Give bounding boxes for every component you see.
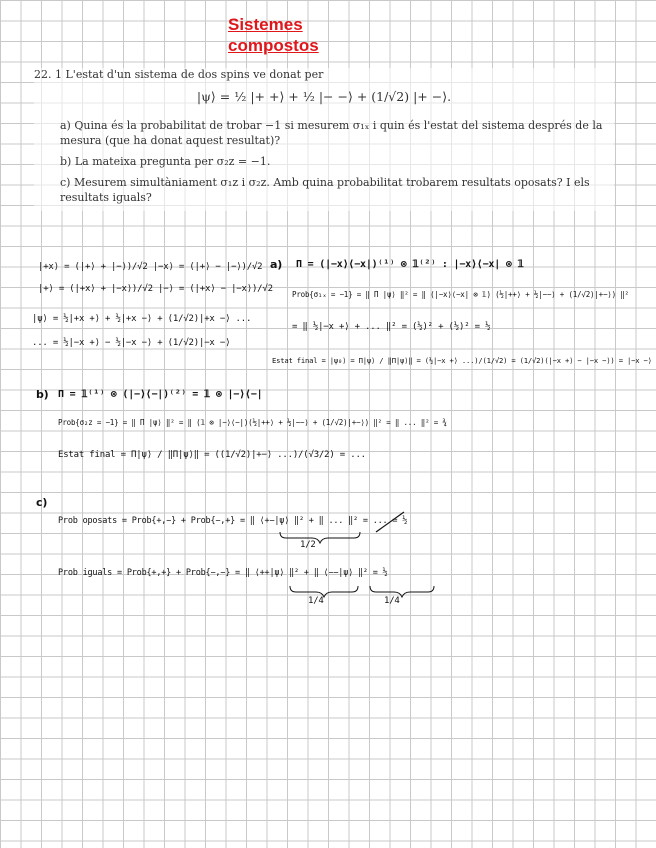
problem-intro: 22. 1 L'estat d'un sistema de dos spins ve donat per	[34, 68, 324, 81]
part-c-label: c)	[36, 496, 48, 509]
part-a-label: a)	[270, 258, 283, 271]
part-c-opposite: Prob oposats = Prob{+,−} + Prob{−,+} = ‖ ⟨+−|ψ⟩ ‖² + ‖ ... ‖² = ... = ½	[58, 516, 408, 526]
part-a-final-state: Estat final = |ψ₀⟩ = Π|ψ⟩ / ‖Π|ψ⟩‖ = (½|−x +⟩ ...)/(1/√2) = (1/√2)(|−x +⟩ − |−x −⟩) = |−x −⟩	[272, 356, 652, 365]
underbrace-c-equal-1	[290, 586, 358, 597]
note-psi-x-1: |ψ⟩ = ½|+x +⟩ + ½|+x −⟩ + (1/√2)|+x −⟩ ...	[32, 314, 252, 324]
part-b-projector: Π = 𝟙⁽¹⁾ ⊗ (|−⟩⟨−|)⁽²⁾ = 𝟙 ⊗ |−⟩⟨−|	[58, 389, 263, 400]
part-c-opposite-underbrace-label: 1/2	[300, 540, 316, 550]
note-basis-2: |+⟩ = (|+x⟩ + |−x⟩)/√2 |−⟩ = (|+x⟩ − |−x⟩)/√2	[38, 284, 273, 294]
part-b-prob: Prob{σ₂z = −1} = ‖ Π |ψ⟩ ‖² = ‖ (𝟙 ⊗ |−⟩⟨−|)(½|++⟩ + ½|−−⟩ + (1/√2)|+−⟩) ‖² = ‖ ... ‖² = ¾	[58, 418, 447, 427]
note-basis-1: |+x⟩ = (|+⟩ + |−⟩)/√2 |−x⟩ = (|+⟩ − |−⟩)/√2	[38, 262, 263, 272]
underbrace-c-opposite	[280, 532, 360, 543]
state-equation: |ψ⟩ = ½ |+ +⟩ + ½ |− −⟩ + (1/√2) |+ −⟩.	[196, 89, 452, 104]
problem-part-b: b) La mateixa pregunta per σ₂z = −1.	[60, 155, 271, 168]
part-b-label: b)	[36, 388, 49, 401]
problem-part-c: c) Mesurem simultàniament σ₁z i σ₂z. Amb quina probabilitat trobarem resultats oposats? I els resultats iguals?	[60, 176, 590, 204]
part-a-prob: Prob{σ₁ₓ = −1} = ‖ Π |ψ⟩ ‖² = ‖ (|−x⟩⟨−x| ⊗ 𝟙) (½|++⟩ + ½|−−⟩ + (1/√2)|+−⟩) ‖²	[292, 290, 629, 299]
part-b-final-state: Estat final = Π|ψ⟩ / ‖Π|ψ⟩‖ = ((1/√2)|+−⟩ ...)/(√3/2) = ...	[58, 450, 366, 460]
part-c-equal-underbrace-label-2: 1/4	[384, 596, 400, 606]
note-psi-x-2: ... = ½|−x +⟩ − ½|−x −⟩ + (1/√2)|−x −⟩	[32, 338, 231, 348]
part-c-equal: Prob iguals = Prob{+,+} + Prob{−,−} = ‖ ⟨++|ψ⟩ ‖² + ‖ ⟨−−|ψ⟩ ‖² = ½	[58, 568, 388, 578]
part-a-prob-result: = ‖ ½|−x +⟩ + ... ‖² = (½)² + (½)² = ½	[292, 322, 491, 332]
strike-through-c	[376, 512, 404, 532]
underbrace-c-equal-2	[370, 586, 434, 597]
part-a-projector: Π = (|−x⟩⟨−x|)⁽¹⁾ ⊗ 𝟙⁽²⁾ : |−x⟩⟨−x| ⊗ 𝟙	[296, 259, 524, 270]
problem-part-a: a) Quina és la probabilitat de trobar −1 si mesurem σ₁ₓ i quin és l'estat del sistema després de la mesura (que ha donat aquest resultat)?	[60, 119, 603, 147]
page-title: Sistemes compostos	[228, 15, 319, 55]
part-c-equal-underbrace-label-1: 1/4	[308, 596, 324, 606]
